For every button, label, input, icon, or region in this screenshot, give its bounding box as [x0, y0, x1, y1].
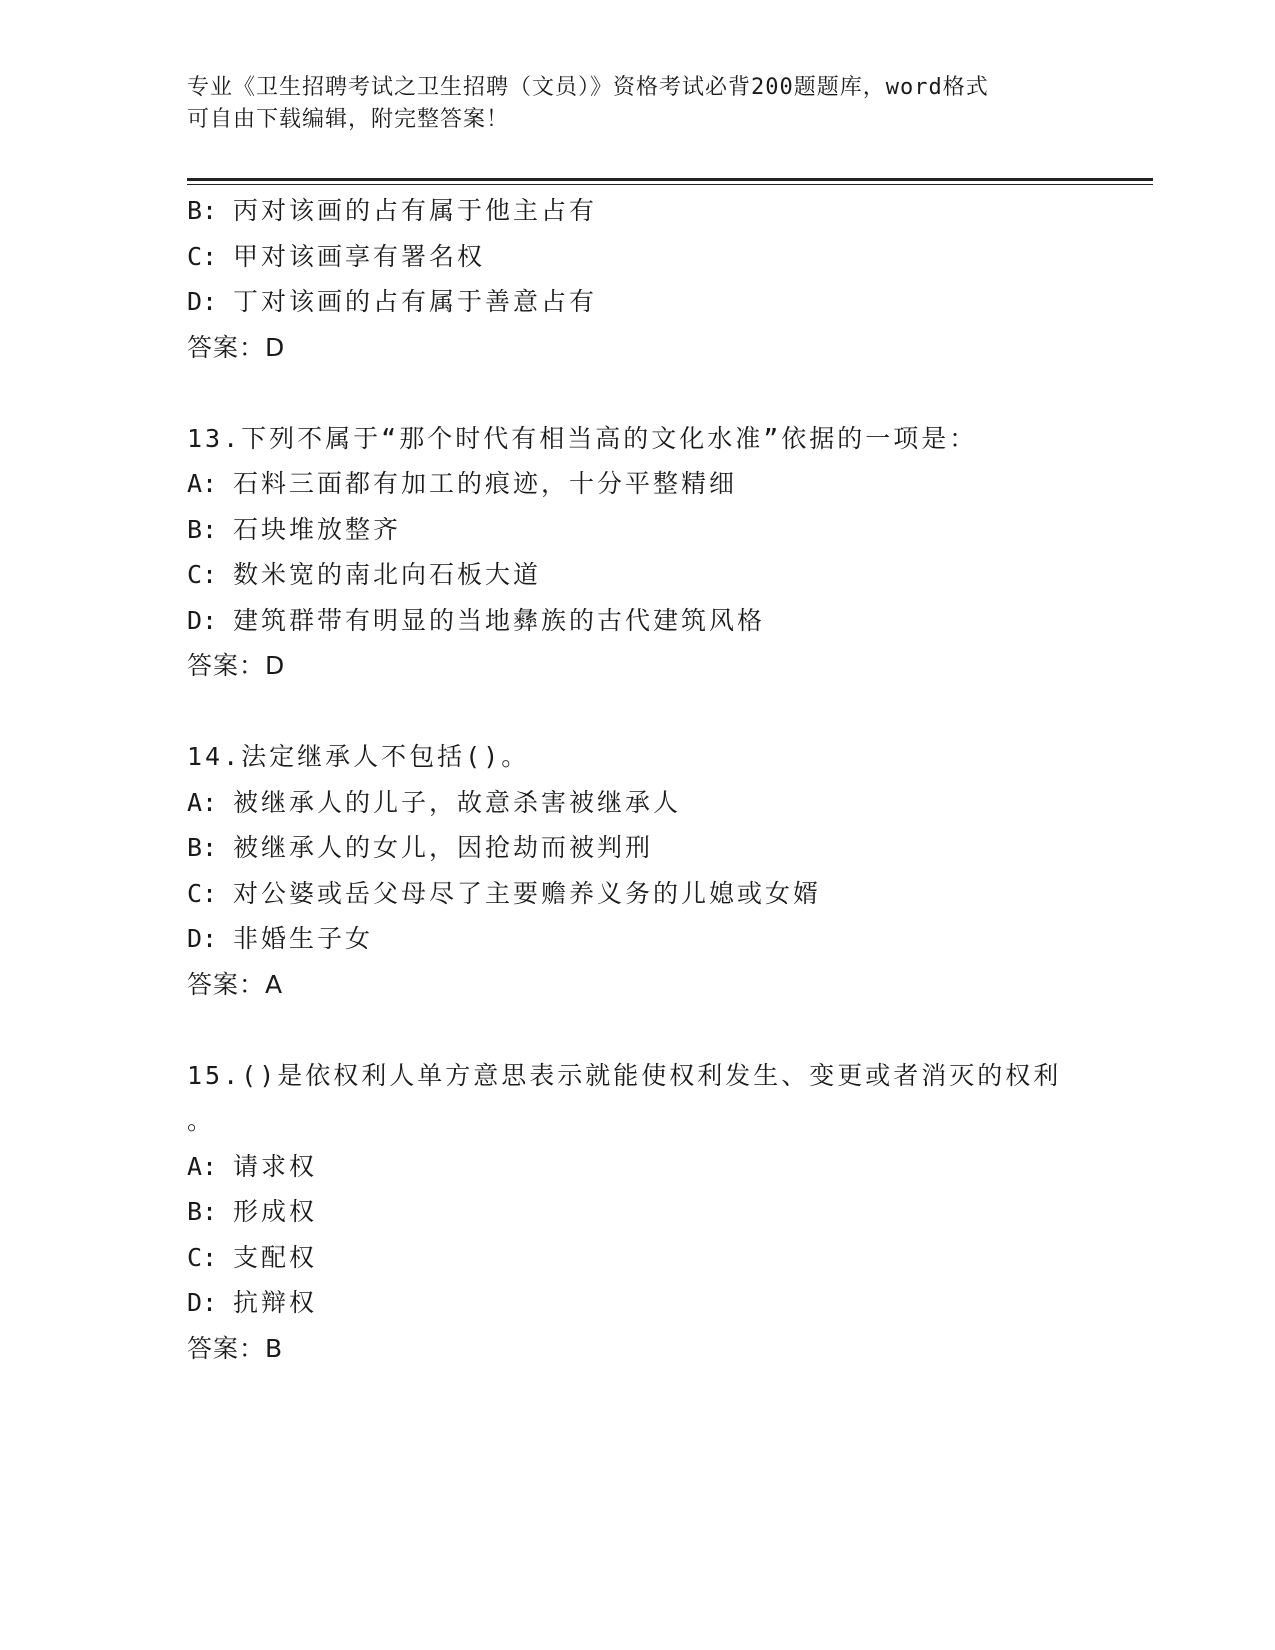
- option-key: C:: [187, 241, 218, 271]
- option-text: 数米宽的南北向石板大道: [233, 560, 542, 589]
- option-key: D:: [187, 605, 218, 635]
- question-content: [187, 188, 1087, 1371]
- option-text: 丁对该画的占有属于善意占有: [233, 287, 598, 316]
- option-d: [187, 916, 1087, 962]
- option-d: [187, 598, 1087, 644]
- option-text: 石料三面都有加工的痕迹，十分平整精细: [233, 469, 738, 498]
- option-key: B:: [187, 514, 218, 544]
- option-key: B:: [187, 1197, 218, 1226]
- answer-line: 答案：A: [187, 969, 284, 999]
- answer-line: 答案：B: [187, 1333, 284, 1363]
- header-divider-thick: [187, 178, 1153, 181]
- option-text: 丙对该画的占有属于他主占有: [233, 196, 598, 225]
- option-text: 被继承人的女儿，因抢劫而被判刑: [233, 833, 654, 862]
- option-key: A:: [187, 469, 218, 498]
- header-line-1: 专业《卫生招聘考试之卫生招聘（文员）》资格考试必背200题题库，word格式: [187, 75, 989, 100]
- option-text: 请求权: [233, 1151, 318, 1181]
- option-text: 支配权: [233, 1242, 318, 1272]
- spacer: [187, 370, 1087, 416]
- spacer: [187, 689, 1087, 735]
- option-key: C:: [187, 560, 218, 589]
- option-a: [187, 461, 1087, 507]
- answer-line: 答案：D: [187, 332, 286, 362]
- question-stem: 15.()是依权利人单方意思表示就能使权利发生、变更或者消灭的权利: [187, 1060, 1062, 1090]
- spacer: [187, 1007, 1087, 1053]
- option-key: D:: [187, 287, 218, 316]
- header-divider-thin: [187, 184, 1153, 185]
- option-d: [187, 279, 1087, 325]
- question-stem: 13.下列不属于“那个时代有相当高的文化水准”依据的一项是：: [187, 423, 978, 453]
- option-text: 被继承人的儿子，故意杀害被继承人: [233, 787, 682, 817]
- question-stem-continuation: 。: [187, 1106, 216, 1135]
- option-key: A:: [187, 1151, 218, 1181]
- option-text: 非婚生子女: [233, 924, 374, 953]
- option-key: A:: [187, 787, 218, 817]
- option-a: [187, 1144, 1087, 1190]
- option-text: 石块堆放整齐: [233, 514, 402, 544]
- option-c: [187, 234, 1087, 280]
- option-text: 甲对该画享有署名权: [233, 241, 486, 271]
- option-b: [187, 1189, 1087, 1235]
- option-d: [187, 1280, 1087, 1326]
- option-c: [187, 871, 1087, 917]
- option-text: 对公婆或岳父母尽了主要赡养义务的儿媳或女婿: [233, 878, 822, 908]
- option-b: [187, 825, 1087, 871]
- option-b: [187, 188, 1087, 234]
- option-text: 抗辩权: [233, 1288, 318, 1317]
- option-c: [187, 552, 1087, 598]
- header-line-2: 可自由下载编辑，附完整答案！: [187, 107, 510, 132]
- option-text: 形成权: [233, 1197, 318, 1226]
- option-b: [187, 507, 1087, 553]
- option-c: [187, 1235, 1087, 1281]
- option-key: B:: [187, 196, 218, 225]
- option-key: C:: [187, 1242, 218, 1272]
- option-text: 建筑群带有明显的当地彝族的古代建筑风格: [233, 605, 766, 635]
- document-header: [187, 72, 1087, 136]
- question-stem: 14.法定继承人不包括()。: [187, 742, 530, 771]
- answer-line: 答案：D: [187, 651, 286, 680]
- option-key: B:: [187, 833, 218, 862]
- option-key: D:: [187, 1288, 218, 1317]
- option-key: C:: [187, 878, 218, 908]
- option-a: [187, 780, 1087, 826]
- option-key: D:: [187, 924, 218, 953]
